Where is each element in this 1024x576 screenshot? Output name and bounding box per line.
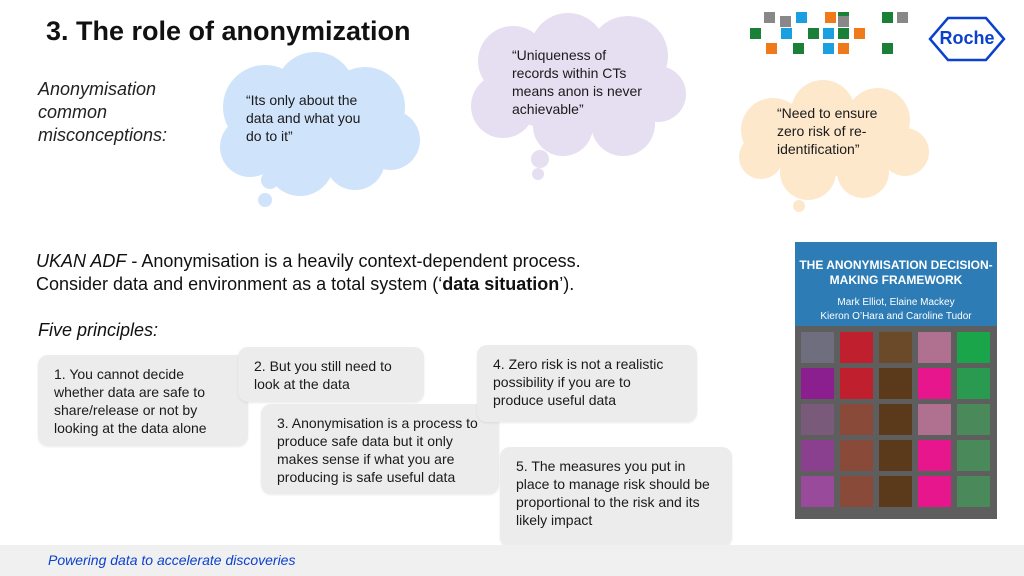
logo-square	[823, 43, 834, 54]
thought-cloud-1	[205, 52, 430, 212]
principle-1: 1. You cannot decide whether data are safe to share/release or not by looking at the data alone	[38, 355, 248, 446]
cloud-2-text: “Uniqueness of records within CTs means anon is never achievable”	[512, 47, 642, 117]
book-authors-line2: Kieron O’Hara and Caroline Tudor	[820, 311, 972, 322]
footer-bar	[0, 545, 1024, 576]
book-color-grid	[795, 326, 997, 519]
book-grid-square	[918, 332, 951, 363]
book-cover-image	[795, 242, 997, 519]
book-grid-square	[840, 332, 873, 363]
ukan-line1: - Anonymisation is a heavily context-dependent process.	[126, 251, 581, 271]
ukan-line2-start: Consider data and environment as a total system (‘	[36, 274, 443, 294]
logo-square	[882, 43, 893, 54]
book-grid-square	[801, 476, 834, 507]
cloud-3-text: “Need to ensure zero risk of re-identification”	[777, 105, 878, 157]
cloud-1-text: “Its only about the data and what you do to it”	[246, 92, 361, 144]
roche-logo	[928, 16, 1006, 62]
principle-2: 2. But you still need to look at the data	[238, 347, 424, 402]
footer-tagline: Powering data to accelerate discoveries	[48, 552, 296, 568]
book-grid-square	[918, 404, 951, 435]
book-grid-square	[918, 368, 951, 399]
book-grid-square	[879, 368, 912, 399]
book-grid-square	[879, 476, 912, 507]
thought-cloud-3	[733, 82, 933, 212]
book-grid-square	[879, 440, 912, 471]
thought-cloud-2	[458, 16, 688, 181]
logo-square	[882, 12, 893, 23]
book-authors-line1: Mark Elliot, Elaine Mackey	[837, 297, 955, 308]
logo-square	[766, 43, 777, 54]
book-grid-square	[918, 476, 951, 507]
ukan-data-situation: data situation	[442, 274, 560, 294]
five-principles-label: Five principles:	[38, 320, 159, 340]
book-grid-square	[801, 404, 834, 435]
book-grid-square	[801, 332, 834, 363]
book-grid-square	[957, 368, 990, 399]
logo-square	[764, 12, 775, 23]
page-title: 3. The role of anonymization	[46, 16, 411, 46]
logo-square	[825, 12, 836, 23]
logo-square	[838, 16, 849, 27]
logo-square	[838, 43, 849, 54]
logo-square	[750, 28, 761, 39]
logo-square	[780, 16, 791, 27]
book-grid-square	[879, 332, 912, 363]
book-grid-square	[801, 368, 834, 399]
logo-square	[781, 28, 792, 39]
logo-square	[823, 28, 834, 39]
book-grid-square	[957, 404, 990, 435]
book-grid-square	[957, 332, 990, 363]
decorative-squares-logo	[750, 12, 910, 57]
logo-square	[897, 12, 908, 23]
book-grid-square	[840, 440, 873, 471]
book-grid-square	[840, 476, 873, 507]
logo-square	[793, 43, 804, 54]
logo-square	[796, 12, 807, 23]
logo-square	[854, 28, 865, 39]
book-grid-square	[879, 404, 912, 435]
principle-4: 4. Zero risk is not a realistic possibility if you are to produce useful data	[477, 345, 697, 422]
logo-square	[838, 28, 849, 39]
book-authors	[795, 296, 997, 324]
ukan-line2-end: ’).	[559, 274, 575, 294]
book-grid-square	[801, 440, 834, 471]
principle-5: 5. The measures you put in place to manage risk should be proportional to the risk and its likely impact	[500, 447, 732, 547]
book-grid-square	[957, 476, 990, 507]
ukan-adf-description	[36, 250, 736, 296]
misconceptions-label: Anonymisation common misconceptions:	[38, 79, 168, 145]
roche-logo-text: Roche	[939, 28, 995, 48]
book-title: THE ANONYMISATION DECISION-MAKING FRAMEWORK	[799, 258, 993, 287]
book-grid-square	[957, 440, 990, 471]
logo-square	[808, 28, 819, 39]
ukan-prefix: UKAN ADF	[36, 251, 127, 271]
book-grid-square	[918, 440, 951, 471]
principle-3: 3. Anonymisation is a process to produce safe data but it only makes sense if what you are producing is safe useful data	[261, 404, 499, 494]
book-grid-square	[840, 404, 873, 435]
book-grid-square	[840, 368, 873, 399]
